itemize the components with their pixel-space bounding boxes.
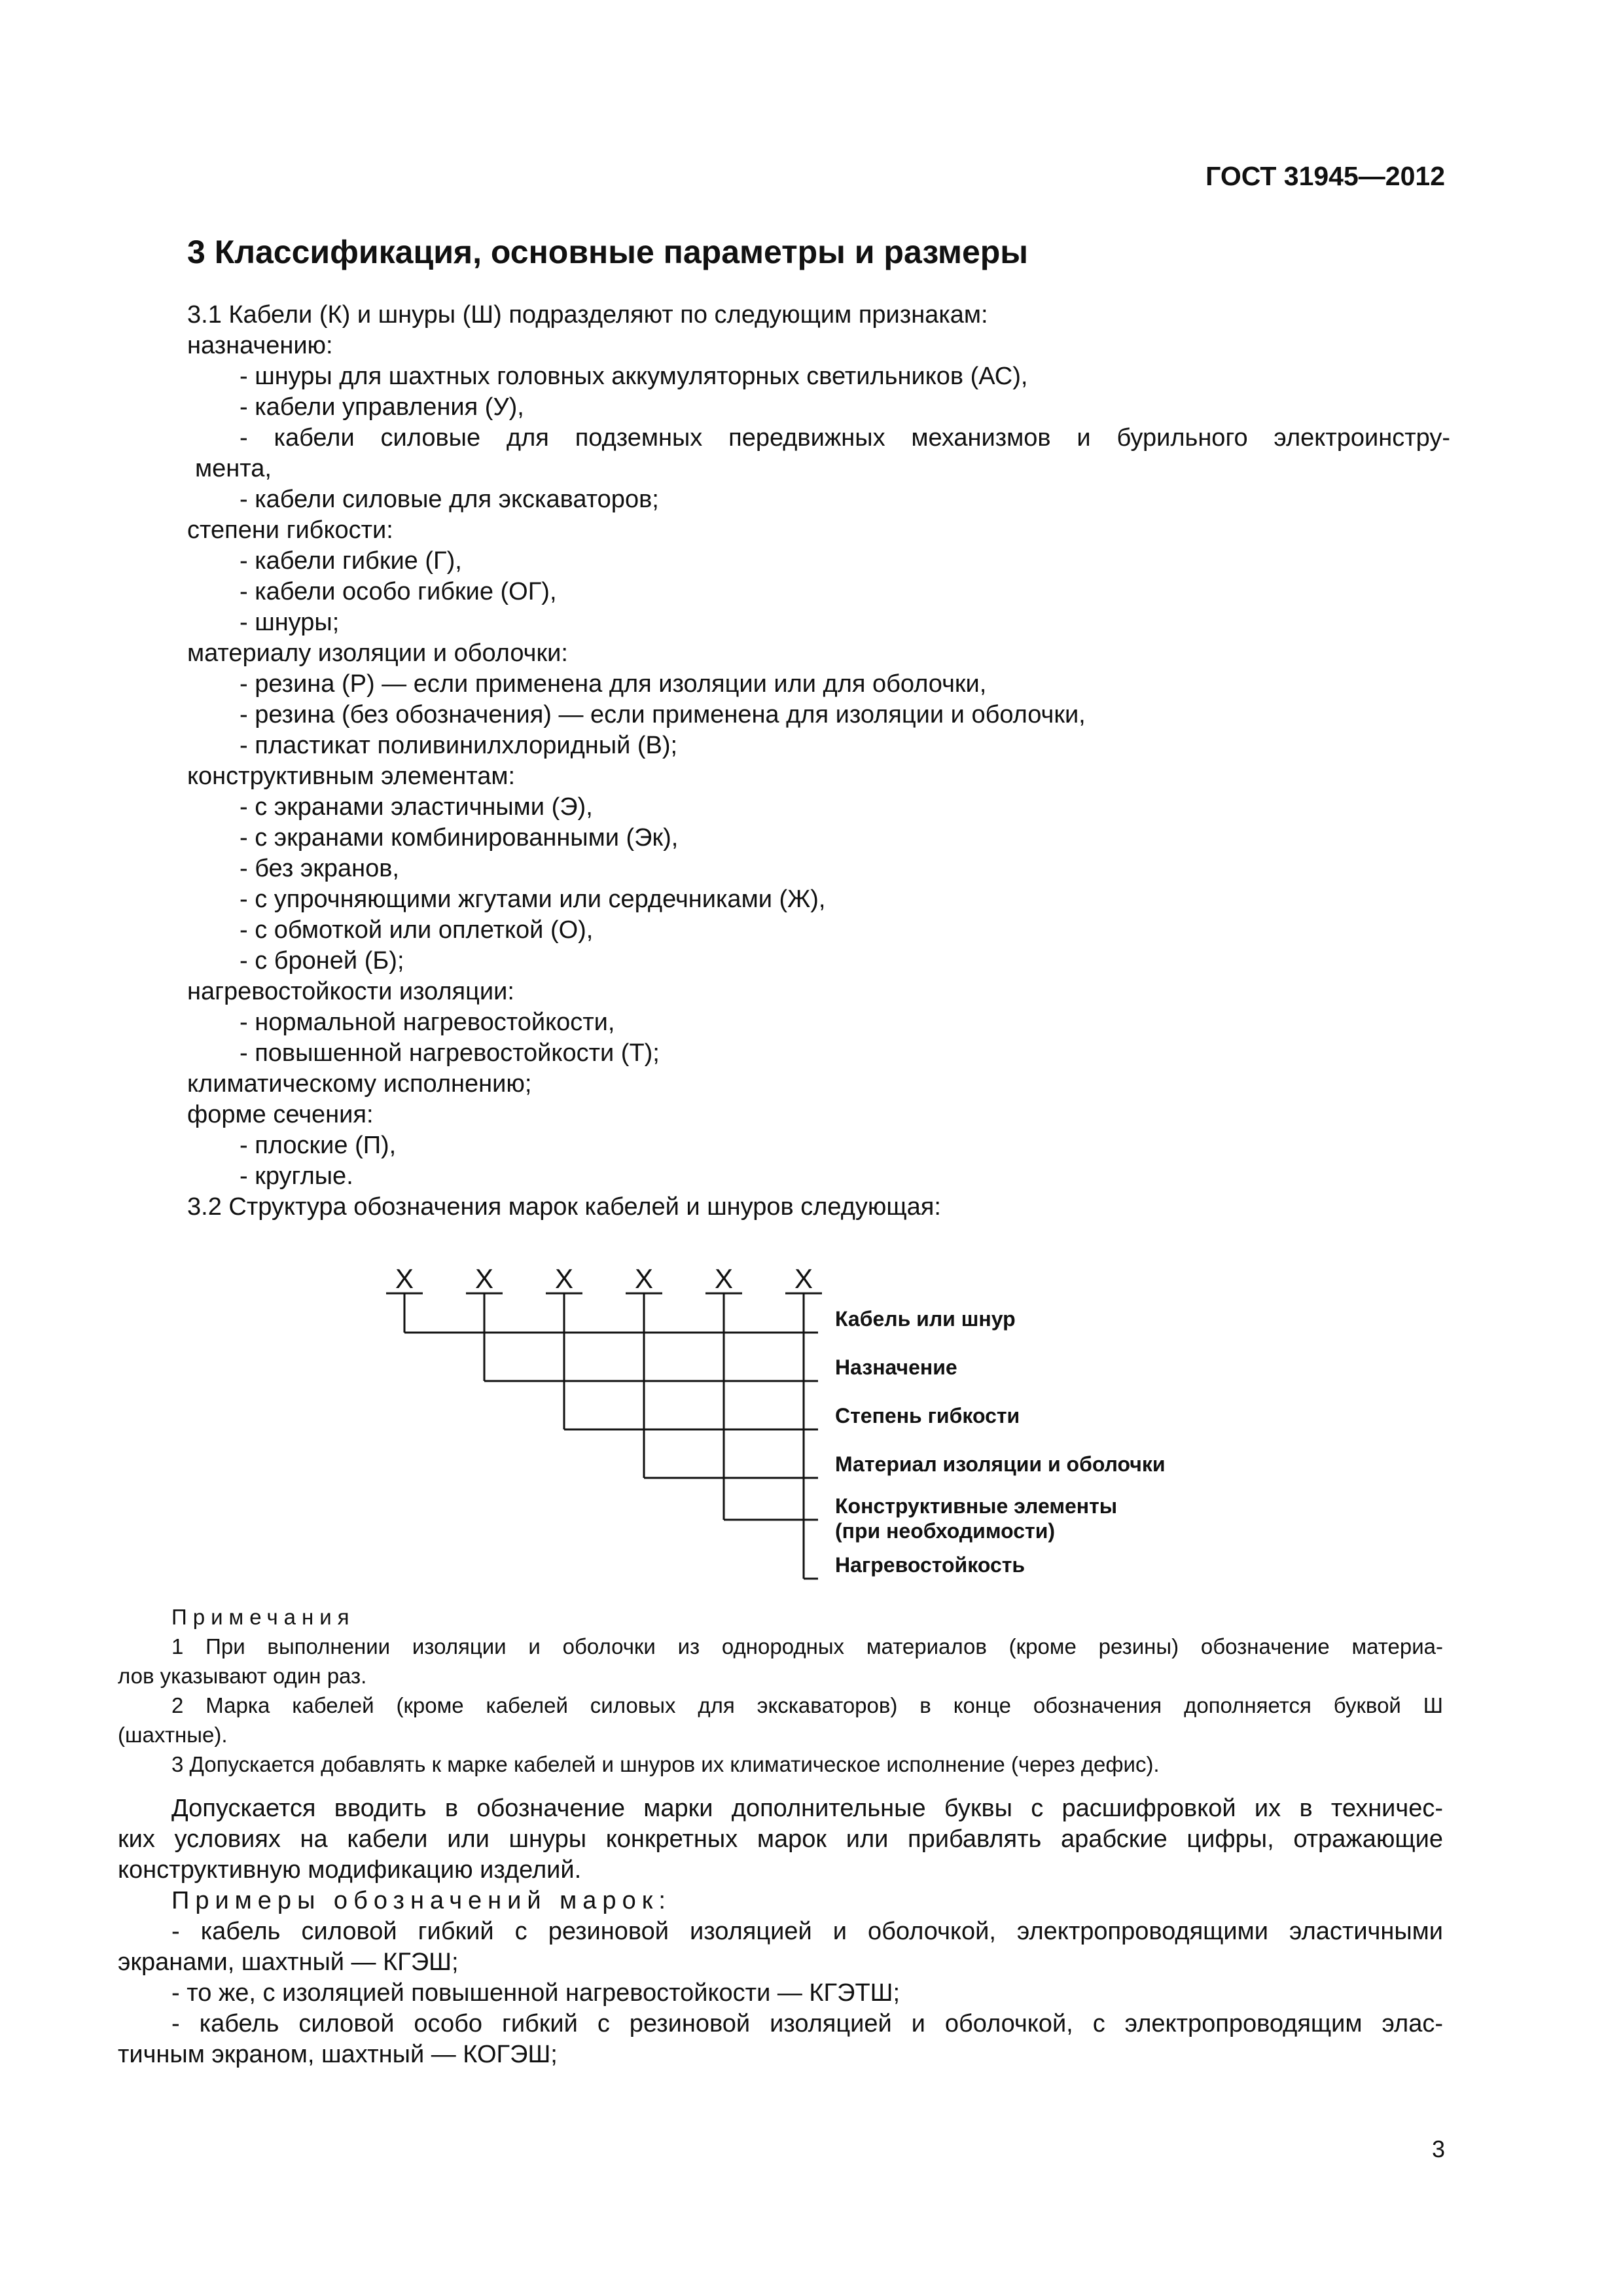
notes-heading: Примечания (171, 1605, 355, 1629)
list-line: - без экранов, (240, 855, 399, 882)
list-line: - с обмоткой или оплеткой (О), (240, 916, 594, 944)
diagram-labels (835, 1307, 1166, 1577)
notes-block (118, 1602, 1443, 1779)
list-line: нагревостойкости изоляции: (187, 978, 514, 1005)
label-purpose: Назначение (835, 1355, 957, 1379)
list-line: - с экранами эластичными (Э), (240, 793, 593, 821)
symbol-3: Х (554, 1263, 574, 1294)
list-line: - кабели силовые для экскаваторов; (240, 486, 659, 513)
list-line: - круглые. (240, 1162, 353, 1190)
list-line: форме сечения: (187, 1101, 374, 1128)
note-2-line-1: 2 Марка кабелей (кроме кабелей силовых для экскаваторов) в конце обозначения дополняется буквой Ш (171, 1693, 1443, 1717)
page-number: 3 (1431, 2136, 1445, 2162)
list-line: - шнуры; (240, 609, 340, 636)
list-line: степени гибкости: (187, 516, 393, 544)
symbol-1: Х (395, 1263, 414, 1294)
document-header: ГОСТ 31945—2012 (1205, 161, 1445, 191)
list-line: - с экранами комбинированными (Эк), (240, 824, 679, 852)
diagram-lines (386, 1293, 822, 1579)
section-title: 3 Классификация, основные параметры и размеры (187, 234, 1029, 270)
list-line: - шнуры для шахтных головных аккумуляторных светильников (АС), (240, 363, 1028, 390)
example-3-line-1: - кабель силовой особо гибкий с резиновой изоляцией и оболочкой, с электропроводящим элас- (171, 2010, 1443, 2037)
example-3-line-2: тичным экраном, шахтный — КОГЭШ; (118, 2041, 558, 2068)
symbol-2: Х (474, 1263, 494, 1294)
diagram-symbols (395, 1263, 813, 1294)
example-1-line-2: экранами, шахтный — КГЭШ; (118, 1948, 459, 1976)
list-line: - кабели управления (У), (240, 393, 524, 421)
classification-list (187, 300, 1450, 1223)
list-line: - резина (без обозначения) — если применена для изоляции и оболочки, (240, 701, 1086, 728)
note-2-line-2: (шахтные). (118, 1723, 228, 1747)
label-material: Материал изоляции и оболочки (835, 1452, 1166, 1476)
list-line: - с упрочняющими жгутами или сердечниками (Ж), (240, 886, 826, 913)
list-line: материалу изоляции и оболочки: (187, 639, 568, 667)
label-flexibility: Степень гибкости (835, 1404, 1020, 1427)
list-line: - кабели особо гибкие (ОГ), (240, 578, 557, 605)
example-2: - то же, с изоляцией повышенной нагревостойкости — КГЭТШ; (171, 1979, 901, 2007)
list-line: 3.2 Структура обозначения марок кабелей и шнуров следующая: (187, 1193, 941, 1221)
list-line: - повышенной нагревостойкости (Т); (240, 1039, 660, 1067)
symbol-5: Х (714, 1263, 734, 1294)
note-3: 3 Допускается добавлять к марке кабелей и шнуров их климатическое исполнение (через дефис). (171, 1752, 1160, 1776)
examples-heading: Примеры обозначений марок: (171, 1887, 671, 1914)
paragraph-line-1: Допускается вводить в обозначение марки дополнительные буквы с расшифровкой их в техничес- (171, 1795, 1443, 1822)
symbol-6: Х (794, 1263, 813, 1294)
note-1-line-2: лов указывают один раз. (118, 1664, 367, 1688)
paragraph-line-2: ких условиях на кабели или шнуры конкретных марок или прибавлять арабские цифры, отражающие (118, 1825, 1443, 1853)
list-line: назначению: (187, 332, 333, 359)
list-line: - резина (Р) — если применена для изоляции или для оболочки, (240, 670, 987, 698)
list-line: 3.1 Кабели (К) и шнуры (Ш) подразделяют по следующим признакам: (187, 301, 988, 329)
paragraph-line-3: конструктивную модификацию изделий. (118, 1856, 582, 1884)
label-construction: Конструктивные элементы (835, 1494, 1118, 1518)
designation-diagram-svg (373, 1257, 1276, 1597)
list-line: - с броней (Б); (240, 947, 404, 975)
label-cable-or-cord: Кабель или шнур (835, 1307, 1016, 1331)
label-if-necessary: (при необходимости) (835, 1519, 1056, 1543)
example-1-line-1: - кабель силовой гибкий с резиновой изоляцией и оболочкой, электропроводящими эластичными (171, 1918, 1443, 1945)
list-line: - кабели гибкие (Г), (240, 547, 462, 575)
label-heat-resistance: Нагревостойкость (835, 1553, 1026, 1577)
list-line: - нормальной нагревостойкости, (240, 1009, 615, 1036)
list-line: - кабели силовые для подземных передвижных механизмов и бурильного электроинстру- (240, 424, 1450, 452)
symbol-4: Х (634, 1263, 654, 1294)
list-line: - плоские (П), (240, 1132, 397, 1159)
designation-structure-diagram (373, 1257, 1276, 1600)
list-line: конструктивным элементам: (187, 762, 516, 790)
designation-paragraph (118, 1793, 1443, 2070)
list-line: климатическому исполнению; (187, 1070, 532, 1098)
note-1-line-1: 1 При выполнении изоляции и оболочки из однородных материалов (кроме резины) обозначение материа- (171, 1634, 1443, 1659)
list-line: - пластикат поливинилхлоридный (В); (240, 732, 678, 759)
list-line: мента, (195, 455, 272, 482)
